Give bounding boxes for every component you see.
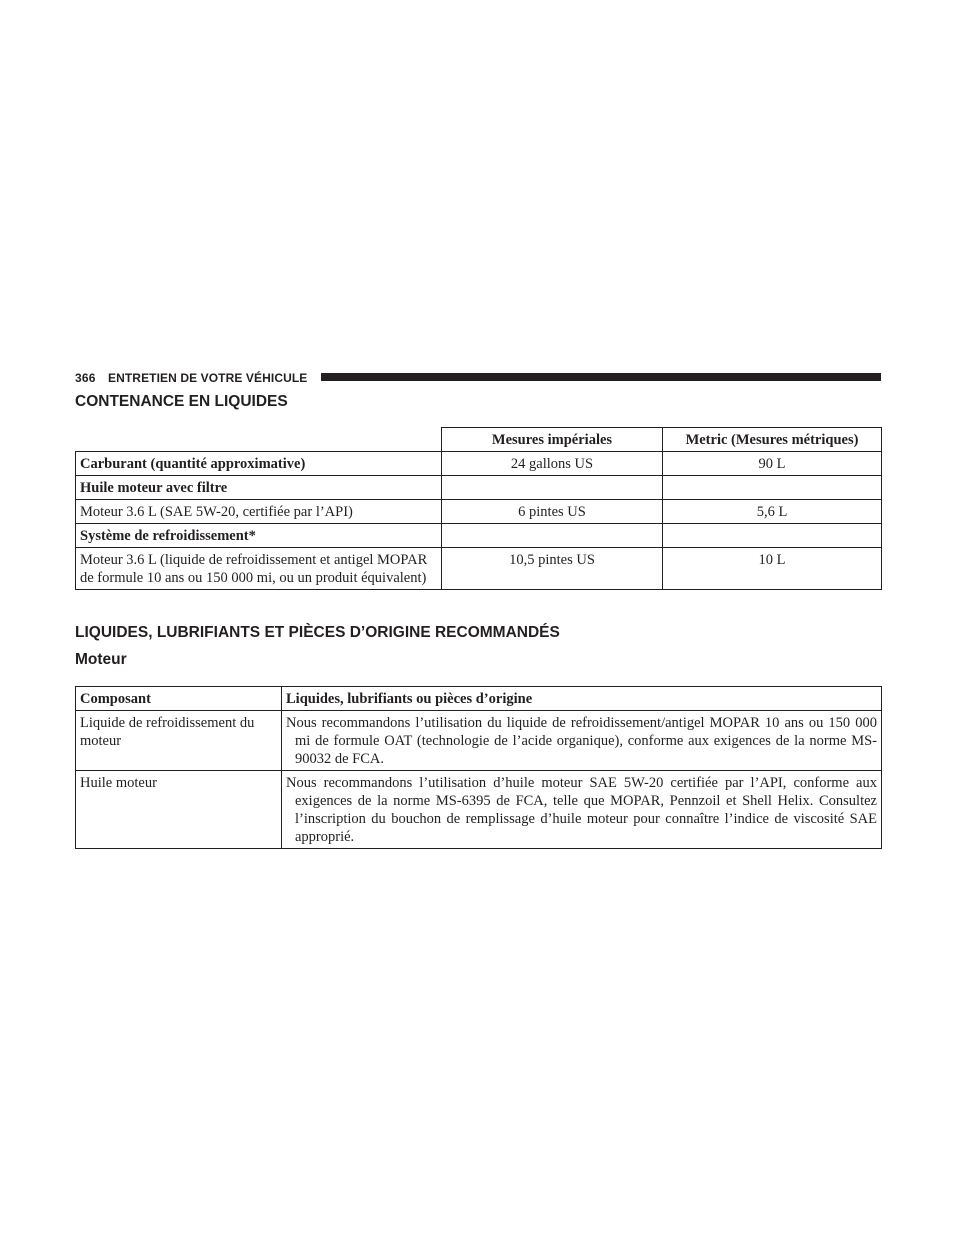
header-cell-empty [76, 428, 442, 452]
row-spec: Nous recommandons l’utilisation du liquide de refroidissement/antigel MOPAR 10 ans ou 150 000 mi de formule OAT (technologie de l’acide organique), conforme aux exigences de la norme MS-90032 de FCA. [282, 711, 882, 771]
header-cell-spec: Liquides, lubrifiants ou pièces d’origine [282, 687, 882, 711]
fluid-capacities-table [75, 427, 882, 590]
row-component: Liquide de refroidissement du moteur [76, 711, 282, 771]
table-row [76, 711, 882, 771]
table-row [76, 476, 882, 500]
table-row [76, 500, 882, 524]
table-row [76, 452, 882, 476]
table-row [76, 771, 882, 849]
row-imperial [442, 476, 663, 500]
header-cell-imperial: Mesures impériales [442, 428, 663, 452]
row-metric: 5,6 L [663, 500, 882, 524]
table-header-row [76, 428, 882, 452]
row-spec: Nous recommandons l’utilisation d’huile moteur SAE 5W-20 certifiée par l’API, conforme aux exigences de la norme MS-6395 de FCA, telle que MOPAR, Pennzoil et Shell Helix. Consultez l’inscription du bouchon de remplissage d’huile moteur pour connaître l’indice de viscosité SAE approprié. [282, 771, 882, 849]
subsection-title-engine: Moteur [75, 651, 127, 668]
chapter-title: ENTRETIEN DE VOTRE VÉHICULE [108, 371, 308, 385]
row-imperial: 6 pintes US [442, 500, 663, 524]
row-imperial: 24 gallons US [442, 452, 663, 476]
row-label: Moteur 3.6 L (liquide de refroidissement et antigel MOPAR de formule 10 ans ou 150 000 mi, ou un produit équivalent) [76, 548, 442, 590]
row-imperial [442, 524, 663, 548]
row-metric: 90 L [663, 452, 882, 476]
header-cell-component: Composant [76, 687, 282, 711]
row-imperial: 10,5 pintes US [442, 548, 663, 590]
table-row [76, 548, 882, 590]
page-number: 366 [75, 371, 96, 385]
page-header [75, 370, 881, 386]
section-title-fluid-capacities: CONTENANCE EN LIQUIDES [75, 393, 288, 410]
header-rule [321, 373, 881, 381]
row-label: Carburant (quantité approximative) [76, 452, 442, 476]
row-component: Huile moteur [76, 771, 282, 849]
row-label: Huile moteur avec filtre [76, 476, 442, 500]
header-cell-metric: Metric (Mesures métriques) [663, 428, 882, 452]
row-label: Système de refroidissement* [76, 524, 442, 548]
table-header-row [76, 687, 882, 711]
row-metric: 10 L [663, 548, 882, 590]
row-metric [663, 524, 882, 548]
row-metric [663, 476, 882, 500]
row-label: Moteur 3.6 L (SAE 5W-20, certifiée par l’API) [76, 500, 442, 524]
table-row [76, 524, 882, 548]
section-title-recommended-fluids: LIQUIDES, LUBRIFIANTS ET PIÈCES D’ORIGINE RECOMMANDÉS [75, 624, 560, 641]
engine-fluids-table [75, 686, 882, 849]
